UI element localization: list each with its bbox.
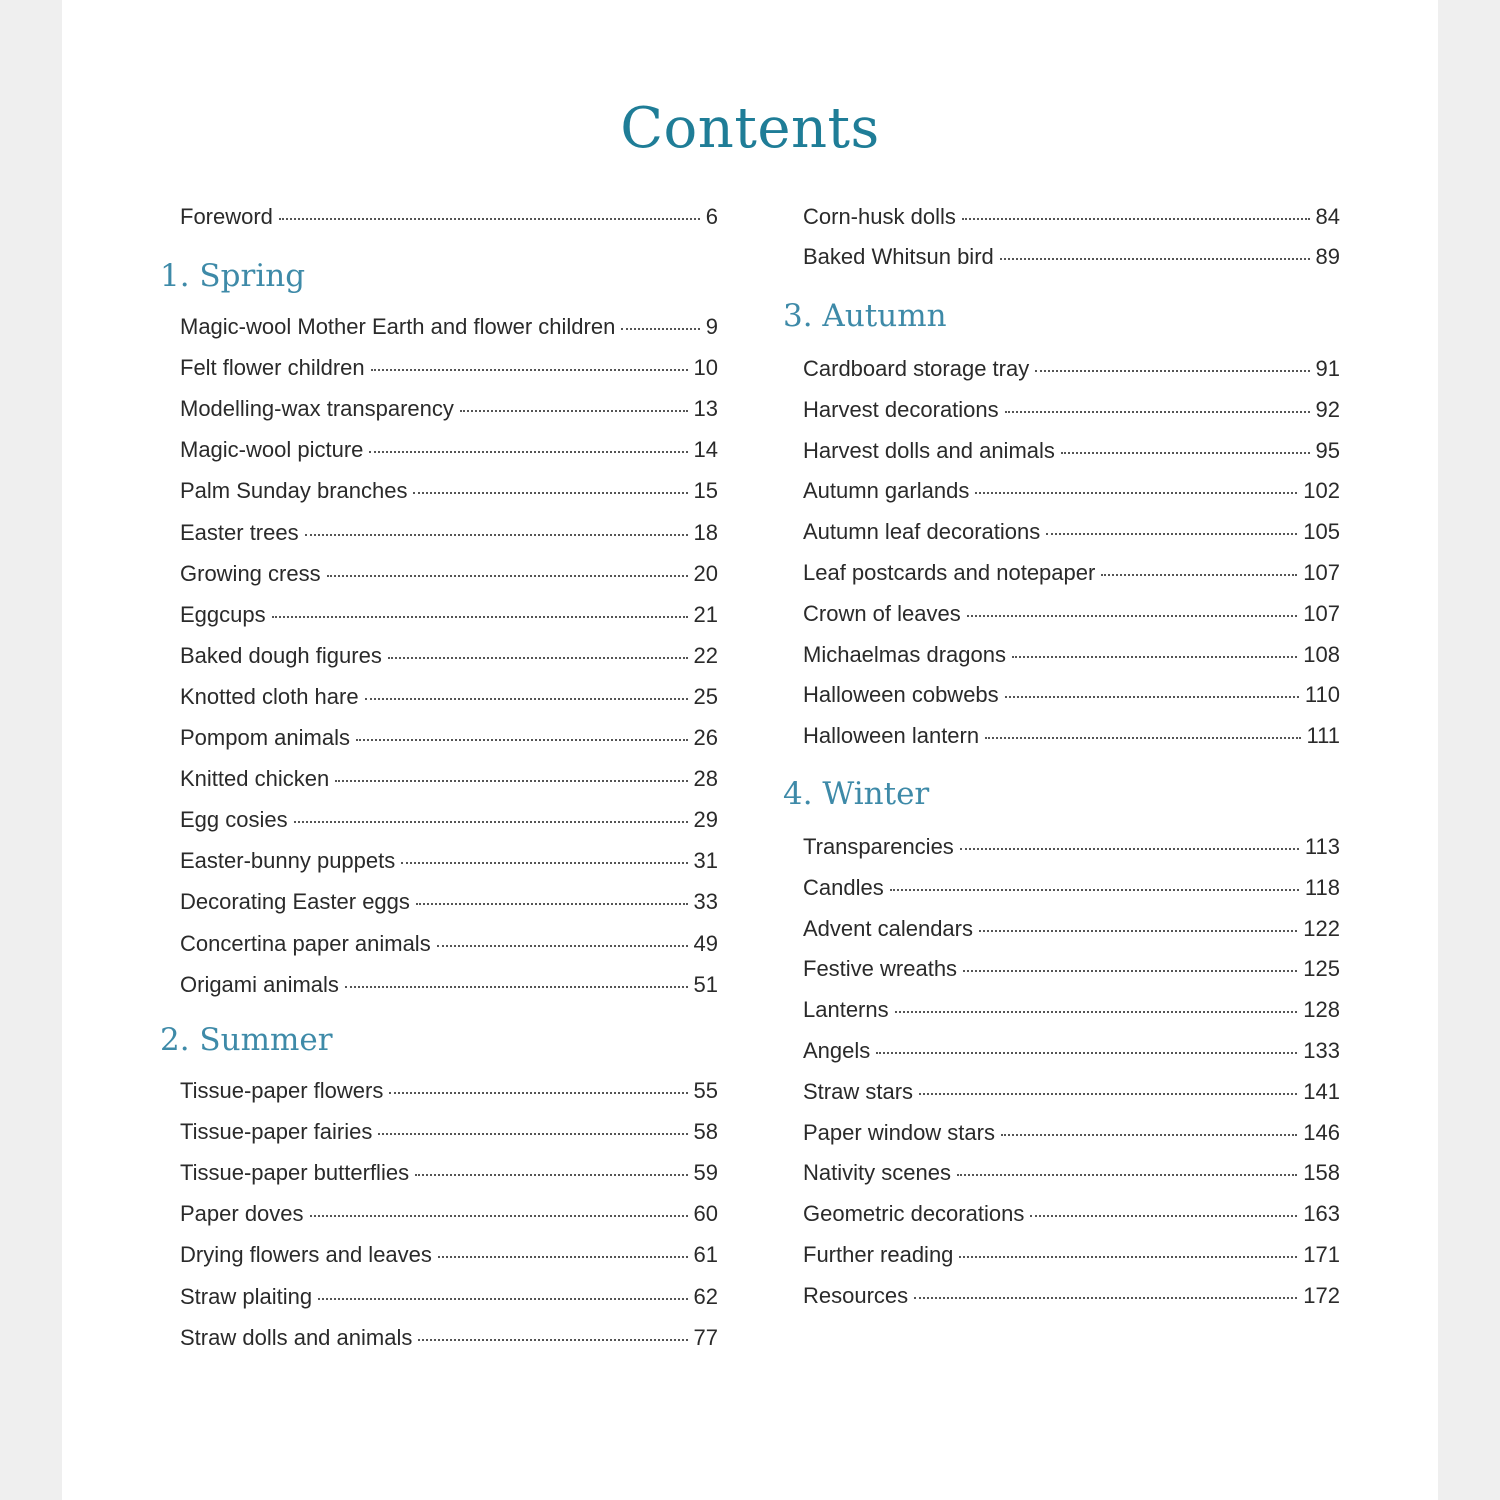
dot-leader [890,889,1299,891]
dot-leader [876,1052,1297,1054]
dot-leader [957,1174,1297,1176]
entry-page-number: 128 [1303,997,1340,1023]
entry-label: Magic-wool Mother Earth and flower children [180,314,616,339]
toc-entry[interactable] [803,834,1340,864]
entry-label: Knotted cloth hare [180,683,359,709]
toc-entry[interactable] [180,725,718,755]
dot-leader [975,492,1297,494]
entry-label: Eggcups [180,601,266,627]
toc-entry[interactable] [180,520,718,550]
entry-label: Tissue-paper fairies [180,1119,373,1145]
entry-label: Straw dolls and animals [180,1324,413,1350]
entry-page-number: 84 [1315,204,1340,229]
entry-label: Cardboard storage tray [803,356,1030,381]
entry-label: Michaelmas dragons [803,641,1006,667]
dot-leader [335,780,687,782]
entry-page-number: 91 [1315,356,1340,381]
dot-leader [959,1256,1297,1258]
toc-entry[interactable] [803,1038,1340,1068]
dot-leader [401,862,687,864]
entry-page-number: 26 [693,725,718,750]
entry-label: Decorating Easter eggs [180,889,410,915]
toc-entry[interactable] [180,437,718,467]
toc-entry[interactable] [180,1078,718,1108]
section-heading-spring: 1. Spring [160,258,306,294]
dot-leader [1061,452,1310,454]
entry-page-number: 49 [693,930,718,956]
dot-leader [914,1297,1297,1299]
toc-entry[interactable] [803,723,1340,753]
entry-page-number: 118 [1304,874,1340,900]
entry-page-number: 60 [693,1201,718,1227]
dot-leader [963,970,1297,972]
section-heading-summer: 2. Summer [160,1022,333,1058]
toc-entry[interactable] [180,684,718,714]
entry-page-number: 107 [1303,560,1340,585]
dot-leader [1046,533,1297,535]
dot-leader [294,821,688,823]
entry-label: Crown of leaves [803,600,961,626]
dot-leader [1030,1215,1297,1217]
dot-leader [1035,370,1309,372]
dot-leader [415,1174,687,1176]
entry-label: Growing cress [180,560,321,586]
toc-entry[interactable] [803,356,1340,386]
entry-page-number: 59 [693,1160,718,1186]
entry-page-number: 62 [693,1283,718,1309]
dot-leader [979,930,1297,932]
dot-leader [369,451,687,453]
entry-label: Concertina paper animals [180,930,431,956]
entry-label: Egg cosies [180,807,288,833]
entry-page-number: 125 [1303,956,1340,982]
entry-label: Tissue-paper butterflies [180,1160,410,1186]
entry-page-number: 28 [693,766,718,792]
entry-page-number: 33 [693,889,718,915]
dot-leader [327,575,688,577]
entry-label: Pompom animals [180,725,350,750]
dot-leader [438,1256,688,1258]
book-page [62,0,1438,1500]
entry-label: Magic-wool picture [180,437,364,463]
dot-leader [919,1093,1297,1095]
entry-label: Halloween cobwebs [803,682,999,708]
entry-page-number: 6 [705,204,718,229]
toc-entry[interactable] [180,1201,718,1231]
entry-label: Further reading [803,1242,954,1267]
toc-entry[interactable] [803,682,1340,712]
dot-leader [365,698,688,700]
entry-label: Halloween lantern [803,723,980,749]
toc-entry[interactable] [803,560,1340,590]
entry-label: Advent calendars [803,915,973,941]
dot-leader [967,615,1298,617]
dot-leader [1001,1134,1297,1136]
entry-label: Straw stars [803,1078,914,1104]
entry-label: Harvest dolls and animals [803,437,1055,463]
toc-entry[interactable] [803,1079,1340,1109]
entry-page-number: 58 [693,1119,718,1145]
entry-label: Paper window stars [803,1119,995,1145]
toc-entry[interactable] [803,642,1340,672]
toc-entry[interactable] [180,848,718,878]
section-heading-winter: 4. Winter [783,776,930,812]
toc-entry[interactable] [180,314,718,344]
entry-label: Knitted chicken [180,766,330,792]
dot-leader [413,492,687,494]
entry-page-number: 146 [1303,1119,1340,1145]
entry-label: Palm Sunday branches [180,478,408,504]
toc-entry[interactable] [803,601,1340,631]
entry-label: Transparencies [803,834,954,859]
entry-label: Tissue-paper flowers [180,1078,384,1103]
entry-page-number: 55 [693,1078,718,1103]
toc-entry[interactable] [803,916,1340,946]
toc-entry[interactable] [803,397,1340,427]
toc-entry[interactable] [180,561,718,591]
dot-leader [621,328,699,330]
entry-label: Baked Whitsun bird [803,244,994,269]
entry-page-number: 122 [1303,915,1340,941]
entry-label: Candles [803,874,884,900]
dot-leader [389,1092,687,1094]
toc-entry[interactable] [180,1160,718,1190]
dot-leader [356,739,688,741]
dot-leader [345,986,688,988]
entry-page-number: 29 [693,807,718,833]
entry-label: Leaf postcards and notepaper [803,560,1096,585]
dot-leader [895,1011,1298,1013]
entry-label: Paper doves [180,1201,304,1227]
toc-entry[interactable] [180,889,718,919]
entry-page-number: 102 [1303,478,1340,504]
entry-page-number: 13 [693,396,718,422]
page-title: Contents [620,96,880,161]
toc-entry[interactable] [803,875,1340,905]
entry-page-number: 22 [693,642,718,668]
entry-page-number: 10 [693,355,718,381]
entry-page-number: 108 [1303,641,1340,667]
toc-entry[interactable] [803,244,1340,274]
toc-entry[interactable] [803,1201,1340,1231]
dot-leader [1012,656,1297,658]
toc-entry[interactable] [803,1160,1340,1190]
entry-page-number: 51 [693,971,718,997]
toc-entry[interactable] [180,1242,718,1272]
entry-label: Autumn garlands [803,478,970,504]
entry-page-number: 89 [1315,244,1340,269]
dot-leader [371,369,688,371]
toc-entry[interactable] [803,519,1340,549]
entry-page-number: 15 [693,478,718,504]
toc-entry[interactable] [180,931,718,961]
entry-label: Festive wreaths [803,956,958,982]
entry-page-number: 77 [693,1324,718,1350]
entry-page-number: 95 [1315,437,1340,463]
entry-label: Straw plaiting [180,1283,313,1309]
dot-leader [418,1339,687,1341]
dot-leader [437,945,688,947]
entry-label: Geometric decorations [803,1201,1025,1227]
entry-label: Modelling-wax transparency [180,396,454,422]
entry-label: Nativity scenes [803,1160,951,1186]
dot-leader [1101,574,1297,576]
dot-leader [416,903,688,905]
entry-page-number: 105 [1303,519,1340,545]
entry-label: Origami animals [180,971,339,997]
entry-page-number: 107 [1303,600,1340,626]
toc-entry[interactable] [180,1284,718,1314]
entry-page-number: 18 [693,519,718,545]
dot-leader [1005,696,1299,698]
entry-label: Baked dough figures [180,642,382,668]
entry-label: Easter trees [180,519,299,545]
entry-page-number: 113 [1304,834,1340,859]
dot-leader [960,848,1299,850]
entry-page-number: 110 [1304,682,1340,708]
entry-page-number: 158 [1303,1160,1340,1186]
dot-leader [310,1215,688,1217]
entry-label: Resources [803,1282,909,1308]
dot-leader [460,410,688,412]
dot-leader [279,218,700,220]
dot-leader [388,657,688,659]
toc-entry[interactable] [803,1283,1340,1313]
toc-entry[interactable] [180,766,718,796]
entry-page-number: 92 [1315,396,1340,422]
entry-page-number: 21 [693,601,718,627]
dot-leader [985,737,1300,739]
entry-page-number: 20 [693,560,718,586]
entry-page-number: 9 [705,314,718,339]
toc-entry[interactable] [180,643,718,673]
entry-label: Lanterns [803,997,889,1023]
entry-page-number: 133 [1303,1038,1340,1063]
toc-entry[interactable] [180,396,718,426]
toc-entry[interactable] [180,807,718,837]
toc-entry[interactable] [803,438,1340,468]
entry-label: Easter-bunny puppets [180,848,396,874]
toc-entry[interactable] [180,355,718,385]
entry-label: Angels [803,1038,871,1063]
toc-entry[interactable] [180,478,718,508]
entry-page-number: 163 [1303,1201,1340,1227]
toc-entry[interactable] [803,997,1340,1027]
entry-page-number: 14 [693,437,718,463]
entry-page-number: 172 [1303,1282,1340,1308]
entry-page-number: 171 [1303,1242,1340,1267]
entry-page-number: 61 [693,1242,718,1268]
entry-label: Drying flowers and leaves [180,1242,432,1268]
entry-page-number: 31 [693,848,718,874]
toc-entry-foreword[interactable] [180,204,718,234]
dot-leader [378,1133,687,1135]
dot-leader [1000,258,1310,260]
dot-leader [962,218,1310,220]
dot-leader [318,1298,687,1300]
toc-entry[interactable] [180,1119,718,1149]
dot-leader [305,534,688,536]
entry-label: Foreword [180,204,273,229]
dot-leader [1005,411,1310,413]
entry-label: Harvest decorations [803,396,999,422]
entry-label: Autumn leaf decorations [803,519,1041,545]
entry-label: Felt flower children [180,355,365,381]
dot-leader [272,616,688,618]
toc-entry[interactable] [803,478,1340,508]
toc-entry[interactable] [803,1120,1340,1150]
toc-entry[interactable] [803,204,1340,234]
entry-label: Corn-husk dolls [803,204,956,229]
entry-page-number: 141 [1303,1078,1340,1104]
section-heading-autumn: 3. Autumn [783,298,947,334]
toc-entry[interactable] [803,1242,1340,1272]
toc-entry[interactable] [180,1325,718,1355]
entry-page-number: 25 [693,683,718,709]
entry-page-number: 111 [1306,723,1340,749]
toc-entry[interactable] [180,602,718,632]
toc-entry[interactable] [803,956,1340,986]
toc-entry[interactable] [180,972,718,1002]
